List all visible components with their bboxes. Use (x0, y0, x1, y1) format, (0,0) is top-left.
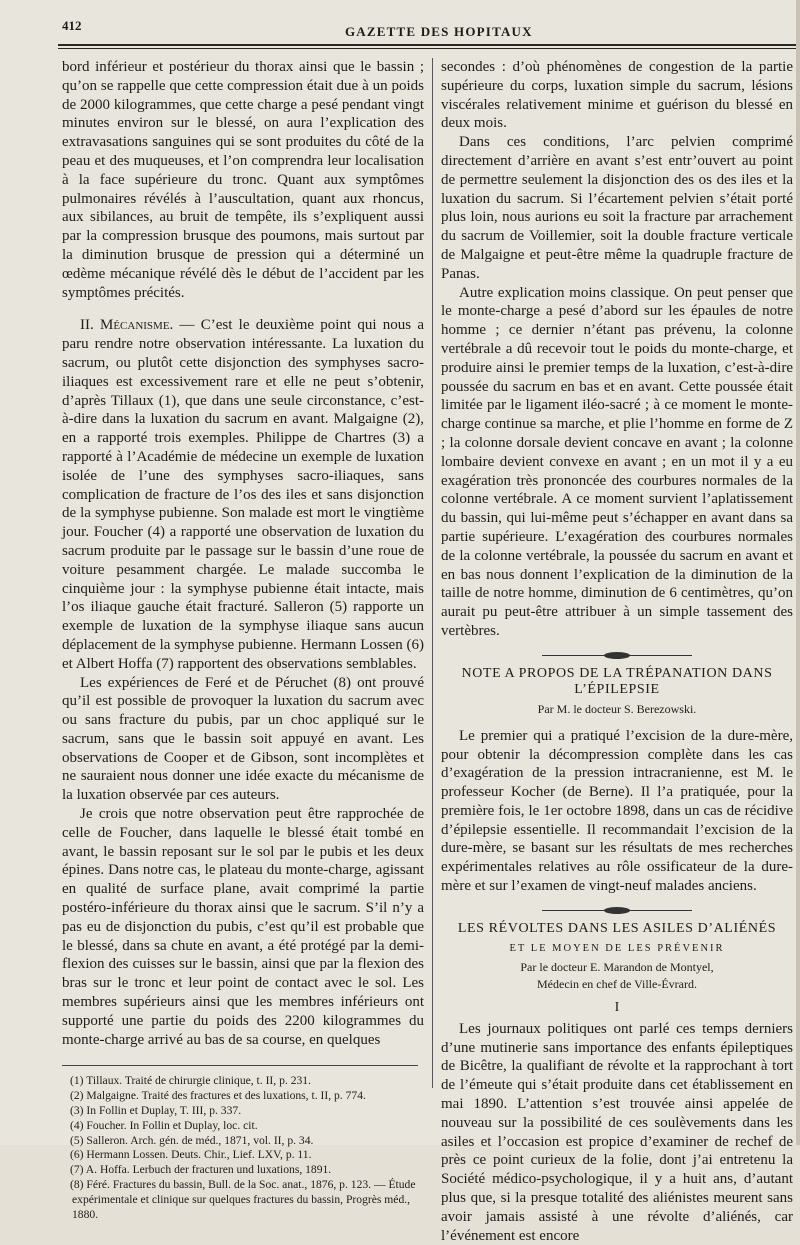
right-column (441, 58, 793, 1245)
footnote: (4) Foucher. In Follin et Duplay, loc. cit. (70, 1118, 258, 1132)
right-paragraph-3: Autre explication moins classique. On peut penser que le monte-charge a pesé d’abord sur les épaules de notre homme ; ce dernier n’étant pas prévenu, la colonne vertébrale a dû recevoir tout le poids du monte-charge, et produire ainsi le premier temps de la luxation, c’est-à-dire poussée du sacrum en bas et en avant. Cette poussée était limitée par le ligament iléo-sacré ; à ce moment le monte-charge continue sa marche, et plie l’homme en forme de Z ; la colonne dorsale devient concave en avant ; la colonne lombaire devient convexe en avant ; en un mot il y a eu exagération très prononcée des courbures normales de la colonne vertébrale. A ce moment survient l’aplatissement du bassin, qui lui-même peut s’échapper en avant dans sa partie supérieure. L’exagération des courbures normales de la colonne vertébrale, la poussée du sacrum en avant et en bas nous donnent l’explication de la diminution de la taille de notre homme, diminution de 6 centimètres, qu’on aurait pu peut-être attribuer à un simple tassement des vertèbres. (441, 284, 793, 639)
header-rule-thin (58, 48, 796, 49)
revoltes-paragraph: Les journaux politiques ont parlé ces temps derniers d’une mutinerie sans importance des enfants épileptiques de Bicêtre, la qualifiant de révolte et la rapprochant à tort de l’émeute qui s’était produite dans cet établissement en mai 1890. L’attention s’est trouvée ainsi appelée de nouveau sur la possibilité de ces soulèvements dans les asiles et l’occasion est propice d’examiner de rechef de près ce point curieux de la folie, dont j’ai entretenu la Société médico-psychologique, il y a huit ans, d’autant plus que, si la presque totalité des aliénistes meurent sans avoir jamais assisté à une révolte d’aliénés, car l’événement est encore (441, 1020, 793, 1244)
right-paragraph-1: secondes : d’où phénomènes de congestion de la partie supérieure du corps, luxation simple du sacrum, lésions viscérales relativement minime et guérison du blessé en deux mois. (441, 59, 793, 132)
article-title-revoltes: LES RÉVOLTES DANS LES ASILES D’ALIÉNÉS (457, 920, 777, 936)
page-edge (796, 0, 800, 1145)
left-paragraph-1: bord inférieur et postérieur du thorax ainsi que le bassin ; qu’on se rappelle que cette compression était due à un poids de 2000 kilogrammes, que cette charge a pesé pendant vingt minutes environ sur le blessé, on aura l’explication des extravasations sanguines qui se sont produites du côté de la peau et des muqueuses, et l’on comprendra leur localisation à la face supérieure du tronc. Quant aux symptômes pulmonaires révélés à l’auscultation, quant aux rhoncus, aux sibilances, au bruit de tempête, ils s’expliquent aussi par la compression brusque des poumons, mais surtout par la diminution brusque de pression qui a déterminé un œdème mécanique révélé dès le début de l’accident par les symptômes précités. (62, 59, 424, 301)
footnotes (62, 1074, 424, 1222)
footnote: (5) Salleron. Arch. gén. de méd., 1871, vol. II, p. 34. (70, 1133, 314, 1147)
article-byline-revoltes: Par le docteur E. Marandon de Montyel, (520, 959, 714, 974)
article-author-role: Médecin en chef de Ville-Évrard. (537, 976, 697, 991)
footnote: (1) Tillaux. Traité de chirurgie clinique, t. II, p. 231. (70, 1074, 311, 1088)
left-paragraph-3: Les expériences de Feré et de Péruchet (8) ont prouvé qu’il est possible de provoquer la luxation du sacrum avec ou sans fracture du pubis, par un choc appliqué sur le sacrum, sans que le bassin soit appuyé en avant. Les observations de Cooper et de Gibson, sont incomplètes et ne sauraient nous donner une idée exacte du mécanisme de la luxation observée par ces auteurs. (62, 674, 424, 804)
left-paragraph-4: Je crois que notre observation peut être rapprochée de celle de Foucher, dans laquelle le blessé était tombé en avant, le bassin reposant sur le sol par le pubis et les deux épines. Dans notre cas, le plateau du monte-charge, agissant en qualité de surface plane, avait comprimé la partie postéro-inférieure du thorax ainsi que le sacrum. S’il n’y a pas eu de disjonction du pubis, c’est qu’il est probable que le blessé, dans sa chute en avant, a été protégé par la demi-flexion des cuisses sur le bassin, ainsi que par la flexion des bras sur le tronc et leur point de contact avec le sol. Les membres supérieurs ainsi que les membres inférieurs ont supporté une partie du poids des 2200 kilogrammes du monte-charge arrivé au bas de sa course, en quelques (62, 806, 424, 1048)
column-divider (432, 58, 433, 1088)
article-subtitle-revoltes: ET LE MOYEN DE LES PRÉVENIR (509, 942, 725, 954)
separator-ornament (604, 652, 630, 659)
header-rule-thick (58, 44, 796, 46)
trepanation-paragraph: Le premier qui a pratiqué l’excision de la dure-mère, pour obtenir la décompression complète dans les cas d’exagération de la pression intracranienne, est M. le professeur Kocher (de Berne). Il l’a pratiquée, pour la première fois, le 1er octobre 1898, dans un cas de récidive d’épilepsie essentielle. Il recommandait l’excision de la dure-mère, se basant sur les résultats de mes recherches expérimentales relatives au rôle ossificateur de la dure-mère et sur l’examen de vingt-neuf malades anciens. (441, 727, 793, 895)
footnote: (3) In Follin et Duplay, T. III, p. 337. (70, 1104, 242, 1118)
mechanism-heading: II. Mécanisme. (80, 317, 174, 334)
separator-ornament (604, 907, 630, 914)
footnote: (8) Féré. Fractures du bassin, Bull. de la Soc. anat., 1876, p. 123. — Étude expérimentale et clinique sur quelques fractures du bassin, Progrès méd., 1880. (70, 1178, 416, 1221)
footnote: (6) Hermann Lossen. Deuts. Chir., Lief. LXV, p. 11. (70, 1148, 312, 1162)
section-number: I (614, 999, 620, 1015)
left-paragraph-mechanism (62, 316, 424, 673)
left-column (62, 58, 424, 1222)
footnote: (7) A. Hoffa. Lerbuch der fracturen und luxations, 1891. (70, 1163, 332, 1177)
right-paragraph-2: Dans ces conditions, l’arc pelvien comprimé directement d’arrière en avant s’est entr’ouvert au point de permettre seulement la disjonction des os des iles et la luxation du sacrum. Si l’écartement pelvien s’était porté plus loin, nous aurions eu soit la fracture par arrachement du sacrum de Voillemier, soit la double fracture verticale de Malgaigne et peut-être même la quadruple fracture de Panas. (441, 134, 793, 282)
section-separator (542, 910, 692, 911)
footnote-divider (62, 1065, 418, 1066)
article-title-trepanation: NOTE A PROPOS DE LA TRÉPANATION DANS L’ÉPILEPSIE (461, 665, 773, 697)
page-number: 412 (62, 18, 82, 33)
footnote: (2) Malgaigne. Traité des fractures et des luxations, t. II, p. 774. (70, 1089, 366, 1103)
mechanism-text: — C’est le deuxième point qui nous a paru rendre notre observation intéressante. La luxation du sacrum, ou plutôt cette disjonction des symphyses sacro-iliaques est excessivement rare et elle ne peut s’obtenir, d’après Tillaux (1), que dans une seule circonstance, c’est-à-dire dans la luxation du sacrum en avant. Malgaigne (2), en a rapporté trois exemples. Philippe de Chartres (3) a rapporté à l’Académie de médecine un exemple de luxation isolée de l’une des symphyses sacro-iliaques, sans complication de fracture de l’os des iles et sans disjonction de la symphyse pubienne. Son malade est mort le vingtième jour. Foucher (4) a rapporté une observation de luxation du sacrum produite par le passage sur le bassin d’une roue de voiture pesamment chargée. Le malade succomba le cinquième jour : la symphyse pubienne était intacte, mais l’os iliaque gauche était fracturé. Salleron (5) rapporte un exemple de luxation de la symphyse iliaque sans aucun déplacement de la symphyse pubienne. Hermann Lossen (6) et Albert Hoffa (7) rapportent des observations semblables. (62, 317, 424, 672)
section-separator (542, 655, 692, 656)
article-byline-trepanation: Par M. le docteur S. Berezowski. (537, 701, 697, 716)
running-title: GAZETTE DES HOPITAUX (345, 24, 533, 39)
